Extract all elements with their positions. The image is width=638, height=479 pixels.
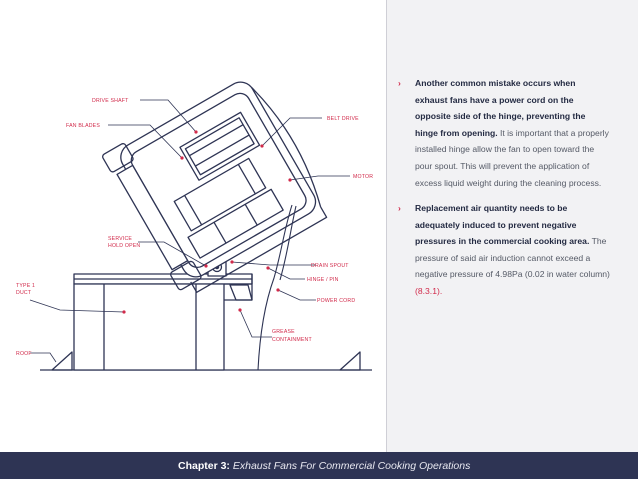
bullet-bold-text: Another common mistake occurs when exhaust fans have a power cord on the opposite side of the hinge, preventing the hinge from opening. bbox=[415, 78, 586, 138]
footer-chapter: Chapter 3: bbox=[178, 460, 230, 472]
panel-divider bbox=[386, 0, 387, 452]
bullet-reference-link[interactable]: (8.3.1). bbox=[415, 285, 443, 296]
curb-box bbox=[74, 284, 224, 370]
label-drive-shaft: DRIVE SHAFT bbox=[92, 98, 129, 104]
label-type1-duct-1: TYPE 1 bbox=[16, 283, 36, 289]
label-motor: MOTOR bbox=[353, 174, 374, 180]
bullet-bold-text: Replacement air quantity needs to be adequately induced to prevent negative pressures in the commercial cooking area. bbox=[415, 203, 590, 247]
label-power-cord: POWER CORD bbox=[317, 298, 356, 304]
label-belt-drive: BELT DRIVE bbox=[327, 116, 359, 122]
label-roof: ROOF bbox=[16, 351, 32, 357]
label-hinge-pin: HINGE / PIN bbox=[307, 277, 339, 283]
bullet-chevron-icon: › bbox=[398, 78, 401, 88]
label-service-hold-open-2: HOLD OPEN bbox=[108, 243, 141, 249]
bullet-body-text: The pressure of said air induction cannot exceed a negative pressure of 4.98Pa (0.02 in water column) bbox=[415, 236, 610, 280]
bullet-text bbox=[398, 200, 610, 300]
footer-subtitle: Exhaust Fans For Commercial Cooking Operations bbox=[229, 460, 471, 472]
label-fan-blades: FAN BLADES bbox=[66, 123, 101, 129]
right-support bbox=[340, 352, 360, 370]
label-type1-duct-2: DUCT bbox=[16, 290, 32, 296]
footer-bar bbox=[0, 452, 638, 479]
footer-title bbox=[178, 460, 470, 472]
bullet-body-text: It is important that a properly installed hinge allow the fan to open toward the pour spout. This will prevent the application of excess liquid weight during the cleaning process. bbox=[415, 127, 609, 188]
bullet-hinge-cord bbox=[398, 75, 610, 191]
bullet-replacement-air bbox=[398, 200, 610, 300]
bullet-chevron-icon: › bbox=[398, 203, 401, 213]
bullet-text bbox=[398, 75, 610, 191]
label-grease-containment-1: GREASE bbox=[272, 329, 295, 335]
label-service-hold-open-1: SERVICE bbox=[108, 236, 133, 242]
label-grease-containment-2: CONTAINMENT bbox=[272, 337, 312, 343]
grease-containment bbox=[230, 285, 252, 300]
label-drain-spout: DRAIN SPOUT bbox=[311, 263, 349, 269]
